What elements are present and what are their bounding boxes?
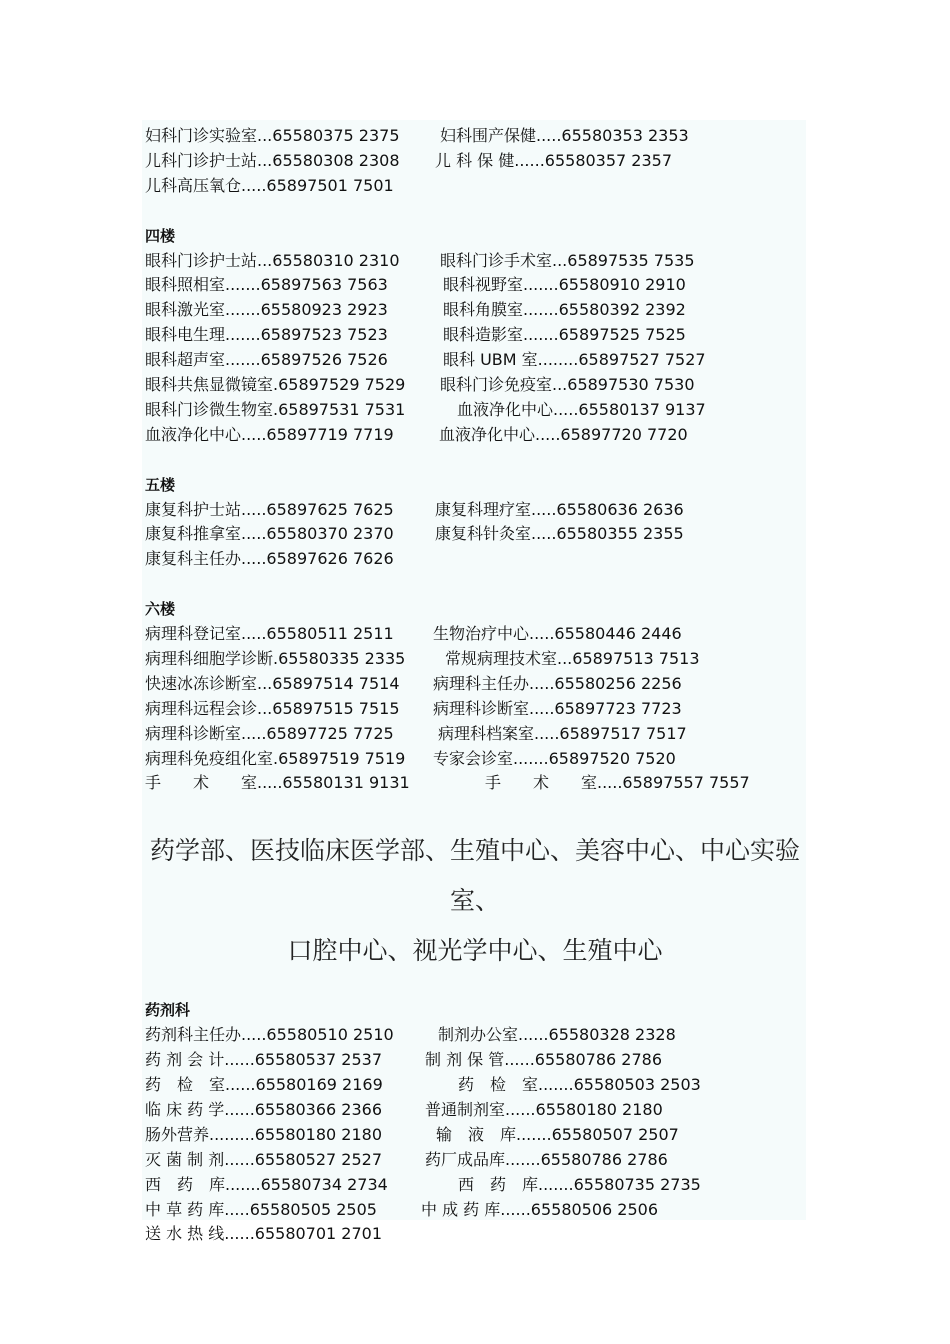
directory-row: 西 药 库.......65580734 2734 西 药 库.......65580735 2735 <box>145 1174 701 1194</box>
section-title-line2: 口腔中心、视光学中心、生殖中心 <box>287 936 663 966</box>
directory-row: 灭 菌 制 剂......65580527 2527 药厂成品库.......65580786 2786 <box>145 1149 668 1169</box>
directory-row: 眼科照相室.......65897563 7563 眼科视野室.......65580910 2910 <box>145 275 686 295</box>
section-title <box>145 826 805 976</box>
directory-row: 康复科主任办.....65897626 7626 <box>145 549 394 569</box>
directory-row: 血液净化中心.....65897719 7719 血液净化中心.....65897720 7720 <box>145 424 688 444</box>
block-first <box>145 124 805 199</box>
pharmacy-heading: 药剂科 <box>145 1001 191 1020</box>
directory-row: 眼科共焦显微镜室.65897529 7529 眼科门诊免疫室...65897530 7530 <box>145 375 695 395</box>
directory-row: 病理科登记室.....65580511 2511 生物治疗中心.....65580446 2446 <box>145 624 682 644</box>
section-floor4 <box>145 224 805 448</box>
directory-row: 眼科门诊护士站...65580310 2310 眼科门诊手术室...65897535 7535 <box>145 250 695 270</box>
section-pharmacy <box>145 998 805 1247</box>
directory-row: 眼科电生理.......65897523 7523 眼科造影室.......65897525 7525 <box>145 325 686 345</box>
directory-row: 临 床 药 学......65580366 2366 普通制剂室......65580180 2180 <box>145 1099 663 1119</box>
directory-row: 病理科远程会诊...65897515 7515 病理科诊断室.....65897723 7723 <box>145 698 682 718</box>
section-floor5 <box>145 473 805 573</box>
directory-row: 药 剂 会 计......65580537 2537 制 剂 保 管......65580786 2786 <box>145 1050 663 1070</box>
floor6-heading: 六楼 <box>145 600 176 619</box>
directory-row: 送 水 热 线......65580701 2701 <box>145 1224 383 1244</box>
phone-directory <box>145 124 805 1247</box>
directory-row: 病理科诊断室.....65897725 7725 病理科档案室.....65897517 7517 <box>145 723 687 743</box>
section-floor6 <box>145 597 805 796</box>
directory-row: 康复科推拿室.....65580370 2370 康复科针灸室.....65580355 2355 <box>145 524 684 544</box>
directory-row: 药 检 室......65580169 2169 药 检 室.......65580503 2503 <box>145 1075 701 1095</box>
directory-row: 儿科高压氧仓.....65897501 7501 <box>145 175 394 195</box>
directory-row: 肠外营养.........65580180 2180 输 液 库.......65580507 2507 <box>145 1124 679 1144</box>
floor5-heading: 五楼 <box>145 475 176 494</box>
directory-row: 快速冰冻诊断室...65897514 7514 病理科主任办.....65580256 2256 <box>145 673 682 693</box>
directory-row: 妇科门诊实验室...65580375 2375 妇科围产保健.....65580353 2353 <box>145 126 689 145</box>
directory-row: 病理科细胞学诊断.65580335 2335 常规病理技术室...65897513 7513 <box>145 649 700 669</box>
directory-row: 手 术 室.....65580131 9131 手 术 室.....65897557 7557 <box>145 773 750 793</box>
directory-row: 眼科激光室.......65580923 2923 眼科角膜室.......65580392 2392 <box>145 300 686 320</box>
floor4-heading: 四楼 <box>145 226 176 245</box>
directory-row: 病理科免疫组化室.65897519 7519 专家会诊室.......65897520 7520 <box>145 748 676 768</box>
directory-row: 眼科门诊微生物室.65897531 7531 血液净化中心.....65580137 9137 <box>145 399 706 419</box>
section-title-line1: 药学部、医技临床医学部、生殖中心、美容中心、中心实验室、 <box>149 836 800 916</box>
directory-row: 中 草 药 库.....65580505 2505 中 成 药 库......65580506 2506 <box>145 1199 659 1219</box>
directory-row: 儿科门诊护士站...65580308 2308 儿 科 保 健......65580357 2357 <box>145 150 673 170</box>
directory-row: 康复科护士站.....65897625 7625 康复科理疗室.....65580636 2636 <box>145 499 684 519</box>
directory-row: 药剂科主任办.....65580510 2510 制剂办公室......65580328 2328 <box>145 1025 676 1045</box>
directory-row: 眼科超声室.......65897526 7526 眼科 UBM 室........65897527 7527 <box>145 350 706 370</box>
